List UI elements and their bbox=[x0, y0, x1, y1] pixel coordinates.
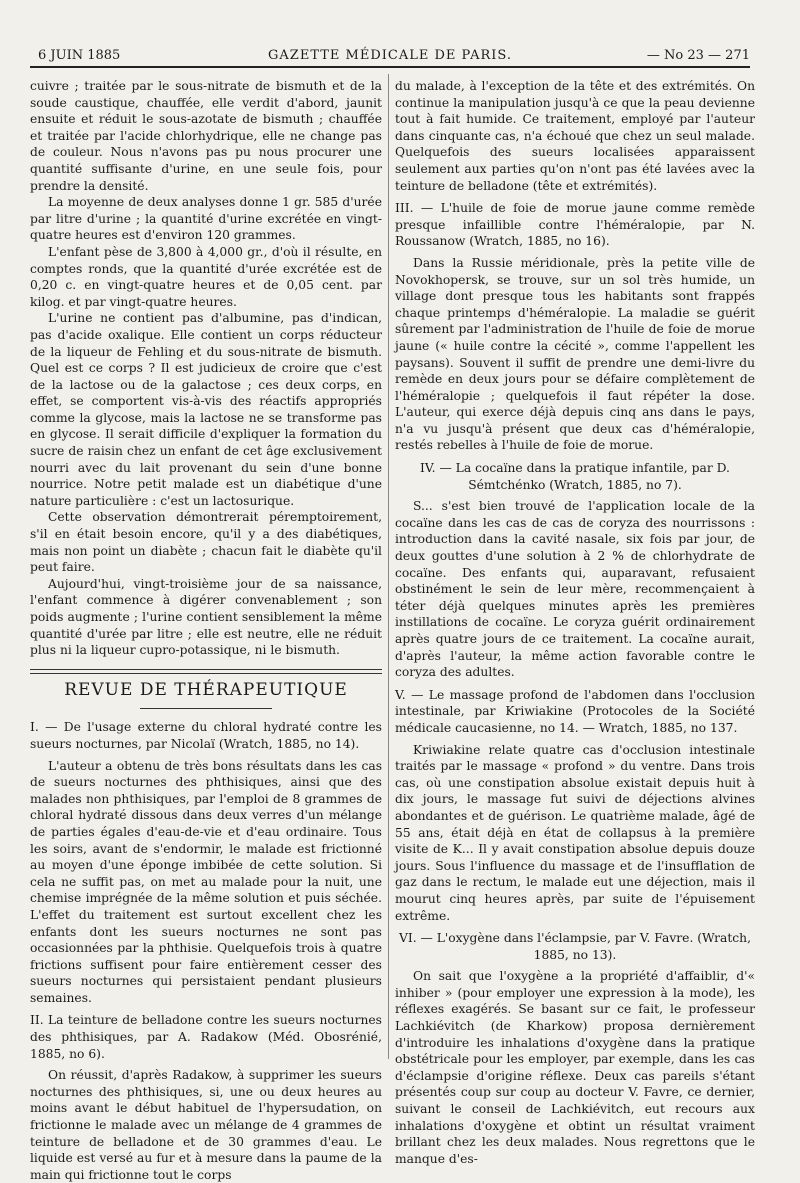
header-issue-page: — No 23 — 271 bbox=[646, 48, 750, 63]
item-heading: II. La teinture de belladone contre les sueurs nocturnes des phthisiques, par A. Radakow (Méd. Obosrénié, 1885, no 6). bbox=[30, 1013, 382, 1061]
paragraph: Kriwiakine relate quatre cas d'occlusion intestinale traités par le massage « profond » du ventre. Dans trois cas, où une constipation absolue existait depuis huit à dix jours, le massage fut suivi de déjections alvines abondantes et de guérison. Le quatrième malade, âgé de 55 ans, était déjà en état de collapsus à la première visite de K... Il y avait constipation absolue depuis douze jours. Sous l'influence du massage et de l'insufflation de gaz dans le rectum, le malade eut une déjection, mais il mourut cinq heures après, par suite de l'épuisement extrême. bbox=[395, 742, 755, 923]
paragraph: Cette observation démontrerait péremptoirement, s'il en était besoin encore, qu'il y a des diabétiques, mais non point un diabète ; chacun fait le diabète qu'il peut faire. bbox=[30, 510, 382, 575]
header-journal-title: GAZETTE MÉDICALE DE PARIS. bbox=[268, 48, 512, 63]
paragraph: du malade, à l'exception de la tête et des extrémités. On continue la manipulation jusqu'à ce que la peau devienne tout à fait humide. Ce traitement, employé par l'auteur dans cinquante cas, n'a échoué que chez un seul malade. Quelquefois des sueurs localisées apparaissent seulement aux parties qu'on n'ont pas été lavées avec la teinture de belladone (tête et extrémités). bbox=[395, 79, 755, 193]
header-rule bbox=[30, 66, 750, 68]
paragraph: La moyenne de deux analyses donne 1 gr. 585 d'urée par litre d'urine ; la quantité d'urine excrétée en vingt-quatre heures est d'environ 120 grammes. bbox=[30, 195, 382, 243]
paragraph: cuivre ; traitée par le sous-nitrate de bismuth et de la soude caustique, chauffée, elle verdit d'abord, jaunit ensuite et réduit le sous-azotate de bismuth ; chauffée et traitée par l'acide chlorhydrique, elle ne change pas de couleur. Nous n'avons pas pu nous procurer une quantité suffisante d'urine, en une seule fois, pour prendre la densité. bbox=[30, 79, 382, 193]
paragraph: S... s'est bien trouvé de l'application locale de la cocaïne dans les cas de cas de coryza des nourrissons : introduction dans la cavité nasale, six fois par jour, de deux gouttes d'une solution à 2 % de chlorhydrate de cocaïne. Des enfants qui, auparavant, refusaient obstinément le sein de leur mère, recommençaient à téter déjà quelques minutes après les premières instillations de cocaïne. Le coryza guérit ordinairement après quatre jours de ce traitement. La cocaïne aurait, d'après l'auteur, la même action favorable contre le coryza des adultes. bbox=[395, 499, 755, 680]
item-heading: VI. — L'oxygène dans l'éclampsie, par V. Favre. (Wratch, 1885, no 13). bbox=[398, 931, 752, 962]
paragraph: On réussit, d'après Radakow, à supprimer les sueurs nocturnes des phthisiques, si, une ou deux heures au moins avant le début habituel de l'hypersudation, on frictionne le malade avec un mélange de 4 grammes de teinture de belladone et de 30 grammes d'eau. Le liquide est versé au fur et à mesure dans la paume de la main qui frictionne tout le corps bbox=[30, 1068, 382, 1182]
item-heading: IV. — La cocaïne dans la pratique infantile, par D. Sémtchénko (Wratch, 1885, no 7). bbox=[420, 461, 730, 492]
column-divider bbox=[388, 74, 389, 1059]
paragraph: Aujourd'hui, vingt-troisième jour de sa naissance, l'enfant commence à digérer convenablement ; son poids augmente ; l'urine contient sensiblement la même quantité d'urée par litre ; elle est neutre, elle ne réduit plus ni la liqueur cupro-potassique, ni le bismuth. bbox=[30, 576, 382, 658]
left-column bbox=[30, 78, 382, 1183]
section-title-rule bbox=[140, 708, 272, 709]
item-heading: III. — L'huile de foie de morue jaune comme remède presque infaillible contre l'héméralopie, par N. Roussanow (Wratch, 1885, no 16). bbox=[395, 201, 755, 249]
paragraph: On sait que l'oxygène a la propriété d'affaiblir, d'« inhiber » (pour employer une expression à la mode), les réflexes exagérés. Se basant sur ce fait, le professeur Lachkiévitch (de Kharkow) proposa dernièrement d'introduire les inhalations d'oxygène dans la pratique obstétricale pour les employer, par exemple, dans les cas d'éclampsie d'origine réflexe. Deux cas pareils s'étant présentés coup sur coup au docteur V. Favre, ce dernier, suivant le conseil de Lachkiévitch, eut recours aux inhalations d'oxygène et obtint un résultat vraiment brillant chez les deux malades. Nous regrettons que le manque d'es- bbox=[395, 969, 755, 1166]
paragraph: L'urine ne contient pas d'albumine, pas d'indican, pas d'acide oxalique. Elle contient un corps réducteur de la liqueur de Fehling et du sous-nitrate de bismuth. Quel est ce corps ? Il est judicieux de croire que c'est de la lactose ou de la galactose ; ces deux corps, en effet, se comportent vis-à-vis des réactifs appropriés comme la glycose, mais la lactose ne se transforme pas en glycose. Il serait difficile d'expliquer la formation du sucre de raisin chez un enfant de cet âge exclusivement nourri avec du lait provenant du sein d'une bonne nourrice. Notre petit malade est un diabétique d'une nature particulière : c'est un lactosurique. bbox=[30, 311, 382, 508]
header-date: 6 JUIN 1885 bbox=[38, 48, 121, 63]
paragraph: L'auteur a obtenu de très bons résultats dans les cas de sueurs nocturnes des phthisiques, ainsi que des malades non phthisiques, par l'emploi de 8 grammes de chloral hydraté dissous dans deux verres d'un mélange de parties égales d'eau-de-vie et d'eau ordinaire. Tous les soirs, avant de s'endormir, le malade est frictionné au moyen d'une éponge imbibée de cette solution. Si cela ne suffit pas, on met au malade pour la nuit, une chemise imprégnée de la même solution et puis séchée. L'effet du traitement est surtout excellent chez les enfants dont les sueurs nocturnes ne sont pas occasionnées par la phthisie. Quelquefois trois à quatre frictions suffisent pour faire entièrement cesser des sueurs nocturnes qui persistaient pendant plusieurs semaines. bbox=[30, 758, 382, 1005]
item-heading: V. — Le massage profond de l'abdomen dans l'occlusion intestinale, par Kriwiakine (Protocoles de la Société médicale caucasienne, no 14. — Wratch, 1885, no 137. bbox=[395, 687, 755, 735]
right-column bbox=[395, 78, 755, 1167]
item-heading: I. — De l'usage externe du chloral hydraté contre les sueurs nocturnes, par Nicolaï (Wratch, 1885, no 14). bbox=[30, 720, 382, 751]
running-header bbox=[30, 48, 750, 68]
paragraph: Dans la Russie méridionale, près la petite ville de Novokhopersk, se trouve, sur un sol très humide, un village dont presque tous les habitants sont frappés chaque printemps d'héméralopie. La maladie se guérit sûrement par l'administration de l'huile de foie de morue jaune (« huile contre la cécité », comme l'appellent les paysans). Souvent il suffit de prendre une demi-livre du remède en deux jours pour se défaire complètement de l'héméralopie ; quelquefois il faut répéter la dose. L'auteur, qui exerce déjà depuis cinq ans dans le pays, n'a vu jusqu'à présent que deux cas d'héméralopie, restés rebelles à l'huile de foie de morue. bbox=[395, 255, 755, 453]
paragraph: L'enfant pèse de 3,800 à 4,000 gr., d'où il résulte, en comptes ronds, que la quantité d'urée excrétée est de 0,20 c. en vingt-quatre heures et de 0,05 cent. par kilog. et par vingt-quatre heures. bbox=[30, 244, 382, 309]
section-title: REVUE DE THÉRAPEUTIQUE bbox=[64, 679, 348, 700]
section-divider bbox=[30, 669, 382, 674]
